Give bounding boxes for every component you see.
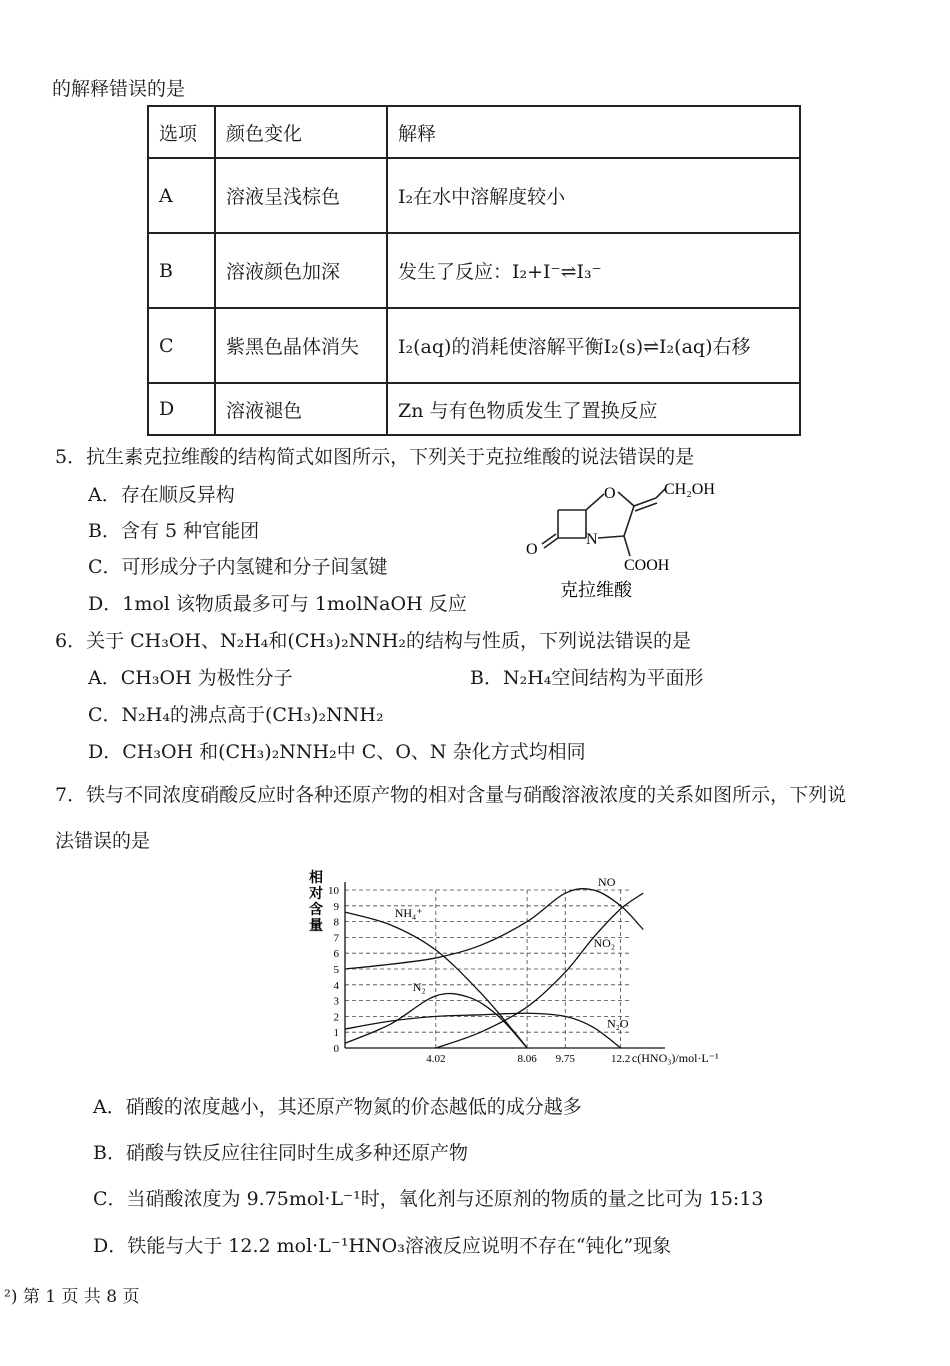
q6-option-d: D．CH₃OH 和(CH₃)₂NNH₂中 C、O、N 杂化方式均相同 bbox=[88, 741, 586, 763]
table-cell: D bbox=[148, 383, 215, 435]
y-tick-label: 3 bbox=[333, 995, 339, 1008]
table-cell: Zn 与有色物质发生了置换反应 bbox=[387, 383, 800, 435]
y-tick-label: 8 bbox=[333, 916, 339, 929]
series-label: N₂O bbox=[607, 1016, 629, 1031]
table-cell: 溶液呈浅棕色 bbox=[215, 158, 387, 233]
y-tick-label: 9 bbox=[333, 900, 339, 913]
mol-label-n: N bbox=[586, 531, 598, 548]
table-header-cell: 颜色变化 bbox=[215, 106, 387, 158]
x-tick-label: 4.02 bbox=[426, 1053, 446, 1065]
table-cell: I₂(aq)的消耗使溶解平衡I₂(s)⇌I₂(aq)右移 bbox=[387, 308, 800, 383]
q7-option-b: B．硝酸与铁反应往往同时生成多种还原产物 bbox=[93, 1142, 468, 1164]
page-footer: ²) 第 1 页 共 8 页 bbox=[4, 1287, 140, 1307]
table-cell: 紫黑色晶体消失 bbox=[215, 308, 387, 383]
q6-option-c: C．N₂H₄的沸点高于(CH₃)₂NNH₂ bbox=[88, 704, 384, 726]
q6-option-a: A．CH₃OH 为极性分子 bbox=[88, 667, 293, 689]
q5-stem: 5．抗生素克拉维酸的结构简式如图所示，下列关于克拉维酸的说法错误的是 bbox=[55, 446, 695, 468]
table-row bbox=[148, 383, 800, 435]
y-tick-label: 10 bbox=[328, 885, 339, 897]
table-cell: I₂在水中溶解度较小 bbox=[387, 158, 800, 233]
y-tick-label: 1 bbox=[333, 1027, 339, 1040]
q7-option-d: D．铁能与大于 12.2 mol·L⁻¹HNO₃溶液反应说明不存在“钝化”现象 bbox=[93, 1235, 672, 1257]
q7-option-c: C．当硝酸浓度为 9.75mol·L⁻¹时，氧化剂与还原剂的物质的量之比可为 15:13 bbox=[93, 1188, 764, 1210]
x-tick-label: 8.06 bbox=[517, 1053, 537, 1065]
q5-option-a: A．存在顺反异构 bbox=[88, 484, 235, 506]
y-tick-label: 0 bbox=[333, 1043, 339, 1055]
chart-series bbox=[345, 889, 643, 1048]
mol-label-ring-o: O bbox=[604, 485, 616, 502]
mol-caption: 克拉维酸 bbox=[560, 580, 632, 601]
table-cell: B bbox=[148, 233, 215, 308]
y-tick-label: 4 bbox=[333, 979, 339, 992]
clavulanic-acid-structure bbox=[520, 478, 760, 608]
table-row bbox=[148, 233, 800, 308]
mol-label-carbonyl-o: O bbox=[526, 541, 538, 558]
mol-label-ch2oh: CH₂OH bbox=[664, 481, 715, 498]
chart-labels bbox=[328, 875, 630, 1065]
q7-option-a: A．硝酸的浓度越小，其还原产物氮的价态越低的成分越多 bbox=[93, 1096, 582, 1118]
table-cell: 溶液褪色 bbox=[215, 383, 387, 435]
q7-stem-line1: 7．铁与不同浓度硝酸反应时各种还原产物的相对含量与硝酸溶液浓度的关系如图所示，下列说 bbox=[55, 784, 847, 806]
table-header-row bbox=[148, 106, 800, 158]
chart-y-label: 相对含量 bbox=[309, 870, 323, 934]
series-label: NO₂ bbox=[593, 935, 616, 950]
q6-option-b: B．N₂H₄空间结构为平面形 bbox=[470, 667, 704, 689]
series-label: NO bbox=[598, 875, 616, 890]
q6-stem: 6．关于 CH₃OH、N₂H₄和(CH₃)₂NNH₂的结构与性质，下列说法错误的是 bbox=[55, 630, 692, 652]
q7-stem-line2: 法错误的是 bbox=[55, 830, 151, 852]
table-cell: A bbox=[148, 158, 215, 233]
y-tick-label: 5 bbox=[333, 964, 339, 976]
q5-option-b: B．含有 5 种官能团 bbox=[88, 520, 260, 542]
y-tick-label: 2 bbox=[333, 1011, 339, 1024]
series-line bbox=[345, 889, 643, 969]
series-label: N₂ bbox=[412, 980, 426, 995]
table-cell: 溶液颜色加深 bbox=[215, 233, 387, 308]
table-header-cell: 解释 bbox=[387, 106, 800, 158]
nitric-acid-product-chart bbox=[305, 868, 719, 1068]
table-row bbox=[148, 308, 800, 383]
table-cell: 发生了反应：I₂+I⁻⇌I₃⁻ bbox=[387, 233, 800, 308]
mol-label-cooh: COOH bbox=[624, 557, 670, 574]
y-tick-label: 6 bbox=[333, 948, 339, 961]
q5-option-c: C．可形成分子内氢键和分子间氢键 bbox=[88, 556, 388, 578]
explanation-table bbox=[147, 105, 801, 436]
x-tick-label: 9.75 bbox=[555, 1053, 575, 1065]
table-header-cell: 选项 bbox=[148, 106, 215, 158]
q5-option-d: D．1mol 该物质最多可与 1molNaOH 反应 bbox=[88, 593, 467, 615]
series-label: NH₄⁺ bbox=[394, 905, 423, 920]
table-row bbox=[148, 158, 800, 233]
table-cell: C bbox=[148, 308, 215, 383]
chart-x-label: c(HNO₃)/mol·L⁻¹ bbox=[631, 1051, 719, 1065]
y-tick-label: 7 bbox=[333, 932, 339, 945]
intro-text: 的解释错误的是 bbox=[52, 78, 186, 100]
x-tick-label: 12.2 bbox=[611, 1053, 631, 1065]
